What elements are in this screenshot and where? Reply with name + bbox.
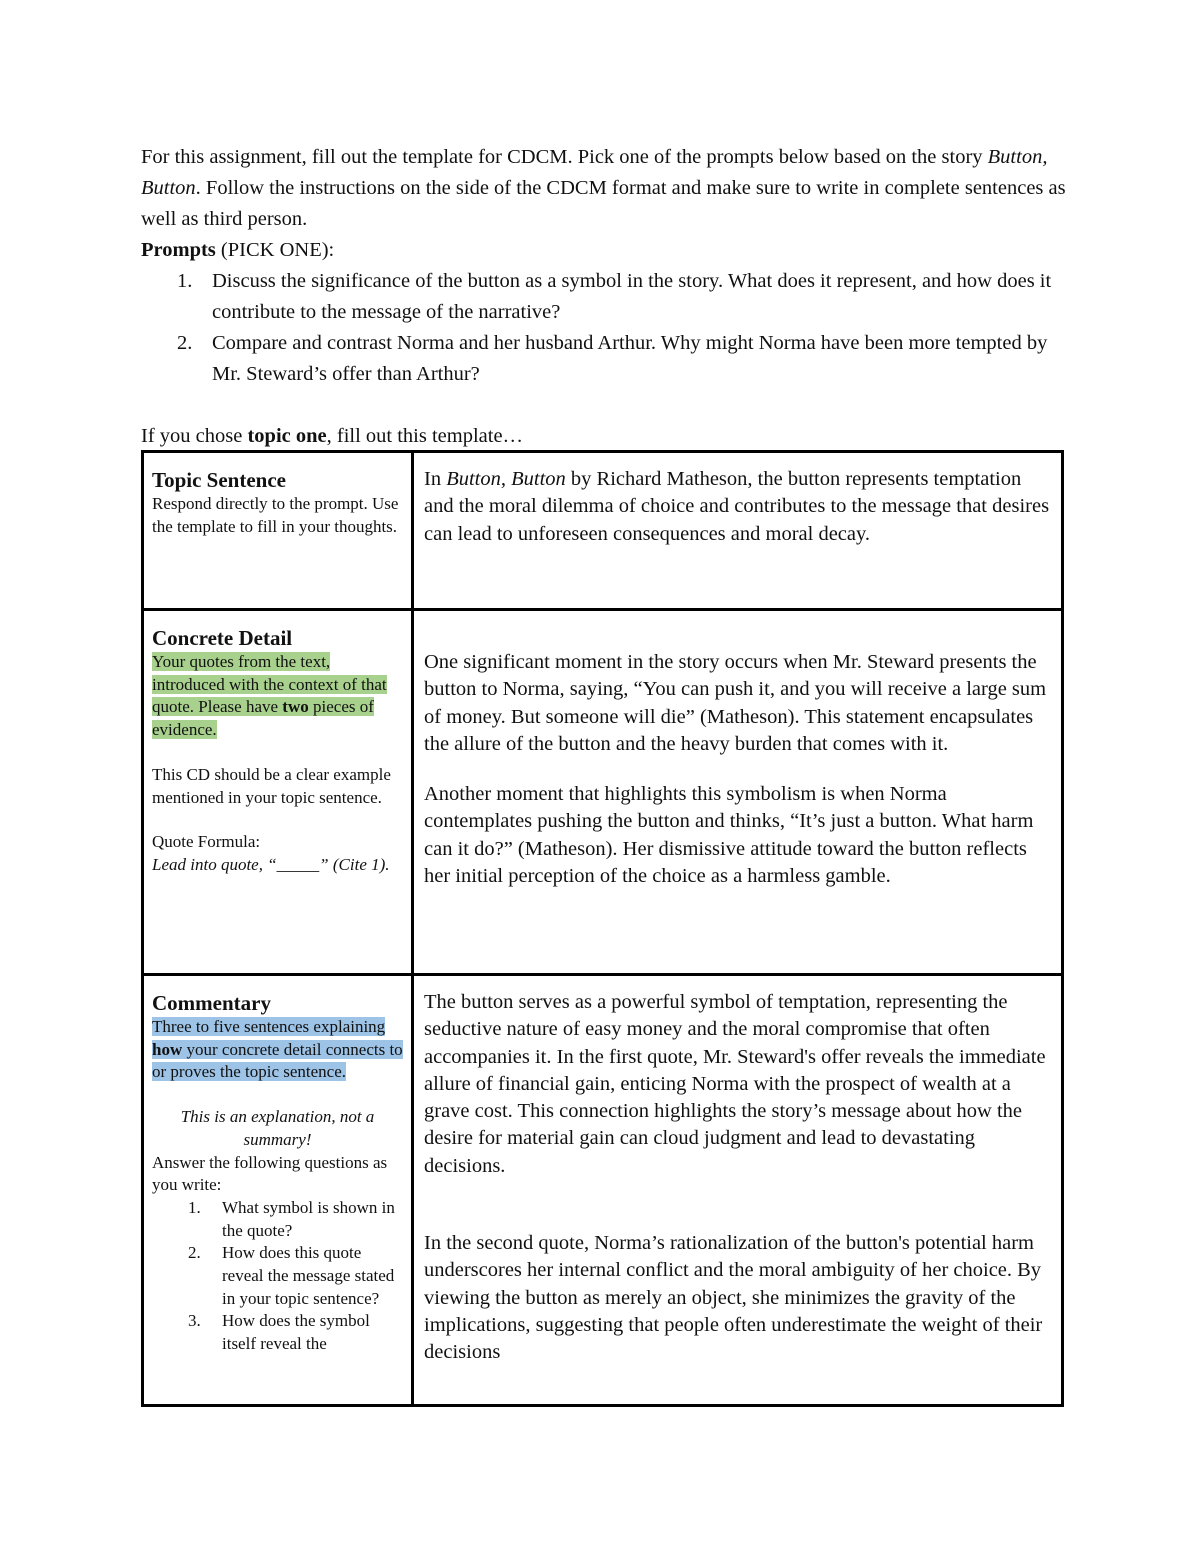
- prompt-list: [141, 266, 1071, 390]
- question-item: [152, 1242, 403, 1310]
- question-text: How does the symbol itself reveal the: [222, 1311, 370, 1354]
- topic-sentence-answer-cell[interactable]: [413, 452, 1063, 610]
- concrete-detail-instructions-cell: [143, 610, 413, 975]
- topic-sentence-row: [143, 452, 1063, 610]
- prompt-item: [141, 328, 1071, 390]
- concrete-detail-answer-2: Another moment that highlights this symbolism is when Norma contemplates pushing the button and thinks, “It’s just a button. What harm can it do?” (Matheson). Her dismissive attitude toward the button reflects her initial perception of the choice as a harmless gamble.: [424, 783, 1034, 888]
- commentary-answer-cell[interactable]: [413, 975, 1063, 1406]
- highlighted-instruction: your concrete detail connects to or proves the topic sentence.: [152, 1039, 403, 1082]
- prompt-text: Compare and contrast Norma and her husband Arthur. Why might Norma have been more tempted by Mr. Steward’s offer than Arthur?: [212, 332, 1048, 385]
- story-title: Button, Button: [141, 146, 1048, 199]
- choose-text: If you chose: [141, 425, 248, 447]
- answer-text: by Richard Matheson, the button represents temptation and the moral dilemma of choice and contributes to the message that desires can lead to unforeseen consequences and moral decay.: [424, 468, 1050, 545]
- cdcm-template-table: [141, 450, 1064, 1407]
- commentary-answer-2: In the second quote, Norma’s rationalization of the button's potential harm underscores her internal conflict and the moral ambiguity of her choice. By viewing the button as merely an object, she minimizes the gravity of the implications, suggesting that people often underestimate the weight of their decisions: [424, 1232, 1043, 1364]
- choose-bold: topic one: [247, 425, 327, 447]
- highlighted-instruction: Three to five sentences explaining: [152, 1017, 386, 1036]
- question-number: 2.: [188, 1243, 201, 1263]
- prompt-number: 2.: [177, 332, 193, 354]
- prompts-label: Prompts: [141, 239, 216, 261]
- question-item: [152, 1197, 403, 1242]
- topic-sentence-heading: Topic Sentence: [152, 468, 286, 492]
- prompt-text: Discuss the significance of the button as a symbol in the story. What does it represent, and how does it contribute to the message of the narrative?: [212, 270, 1052, 323]
- question-number: 3.: [188, 1311, 201, 1331]
- commentary-row: [143, 975, 1063, 1406]
- concrete-detail-answer-1: One significant moment in the story occurs when Mr. Steward presents the button to Norma, saying, “You can push it, and you will receive a large sum of money. But someone will die” (Matheson). This statement encapsulates the allure of the button and the heavy burden that comes with it.: [424, 651, 1047, 755]
- topic-sentence-instructions: Respond directly to the prompt. Use the template to fill in your thoughts.: [152, 494, 399, 536]
- assignment-instructions: [141, 142, 1071, 452]
- intro-paragraph: [141, 142, 1071, 235]
- question-number: 1.: [188, 1197, 201, 1217]
- quote-formula-label: Quote Formula:: [152, 832, 261, 852]
- quote-formula: Lead into quote, “_____” (Cite 1).: [152, 854, 390, 874]
- question-text: What symbol is shown in the quote?: [222, 1197, 395, 1240]
- choose-text-end: , fill out this template…: [326, 425, 524, 447]
- highlighted-instruction: pieces of evidence.: [152, 697, 374, 740]
- intro-text: For this assignment, fill out the template for CDCM. Pick one of the prompts below based on the story: [141, 146, 988, 168]
- topic-sentence-answer: [424, 466, 1051, 548]
- question-text: How does this quote reveal the message stated in your topic sentence?: [222, 1243, 395, 1308]
- question-item: [152, 1310, 403, 1355]
- answer-text: In: [424, 468, 447, 490]
- prompt-item: [141, 266, 1071, 328]
- highlighted-bold: how: [152, 1039, 183, 1059]
- questions-intro: Answer the following questions as you write:: [152, 1152, 388, 1195]
- intro-text-end: . Follow the instructions on the side of the CDCM format and make sure to write in complete sentences as well as third person.: [141, 177, 1066, 230]
- commentary-heading: Commentary: [152, 991, 271, 1015]
- commentary-question-list: [152, 1197, 403, 1356]
- prompts-heading: [141, 235, 1071, 266]
- highlighted-instruction: Your quotes from the text, introduced with the context of that quote. Please have: [152, 652, 387, 717]
- highlighted-bold: two: [282, 697, 309, 717]
- concrete-detail-note: This CD should be a clear example mentioned in your topic sentence.: [152, 764, 391, 807]
- commentary-instructions: [152, 1016, 403, 1084]
- commentary-italic-note: This is an explanation, not a summary!: [180, 1107, 375, 1149]
- prompts-pick: (PICK ONE):: [215, 239, 335, 261]
- concrete-detail-row: [143, 610, 1063, 975]
- concrete-detail-answer-cell[interactable]: [413, 610, 1063, 975]
- commentary-answer-1: The button serves as a powerful symbol of temptation, representing the seductive nature of easy money and the moral compromise that often accompanies it. In the first quote, Mr. Steward's offer reveals the immediate allure of financial gain, enticing Norma with the prospect of wealth at a grave cost. This connection highlights the story’s message about how the desire for material gain can cloud judgment and lead to devastating decisions.: [424, 991, 1046, 1177]
- commentary-instructions-cell: [143, 975, 413, 1406]
- concrete-detail-heading: Concrete Detail: [152, 626, 293, 650]
- concrete-detail-instructions: [152, 651, 403, 742]
- answer-story-title: Button, Button: [446, 468, 566, 490]
- prompt-number: 1.: [177, 270, 193, 292]
- topic-sentence-instructions-cell: [143, 452, 413, 610]
- template-intro: [141, 421, 1071, 452]
